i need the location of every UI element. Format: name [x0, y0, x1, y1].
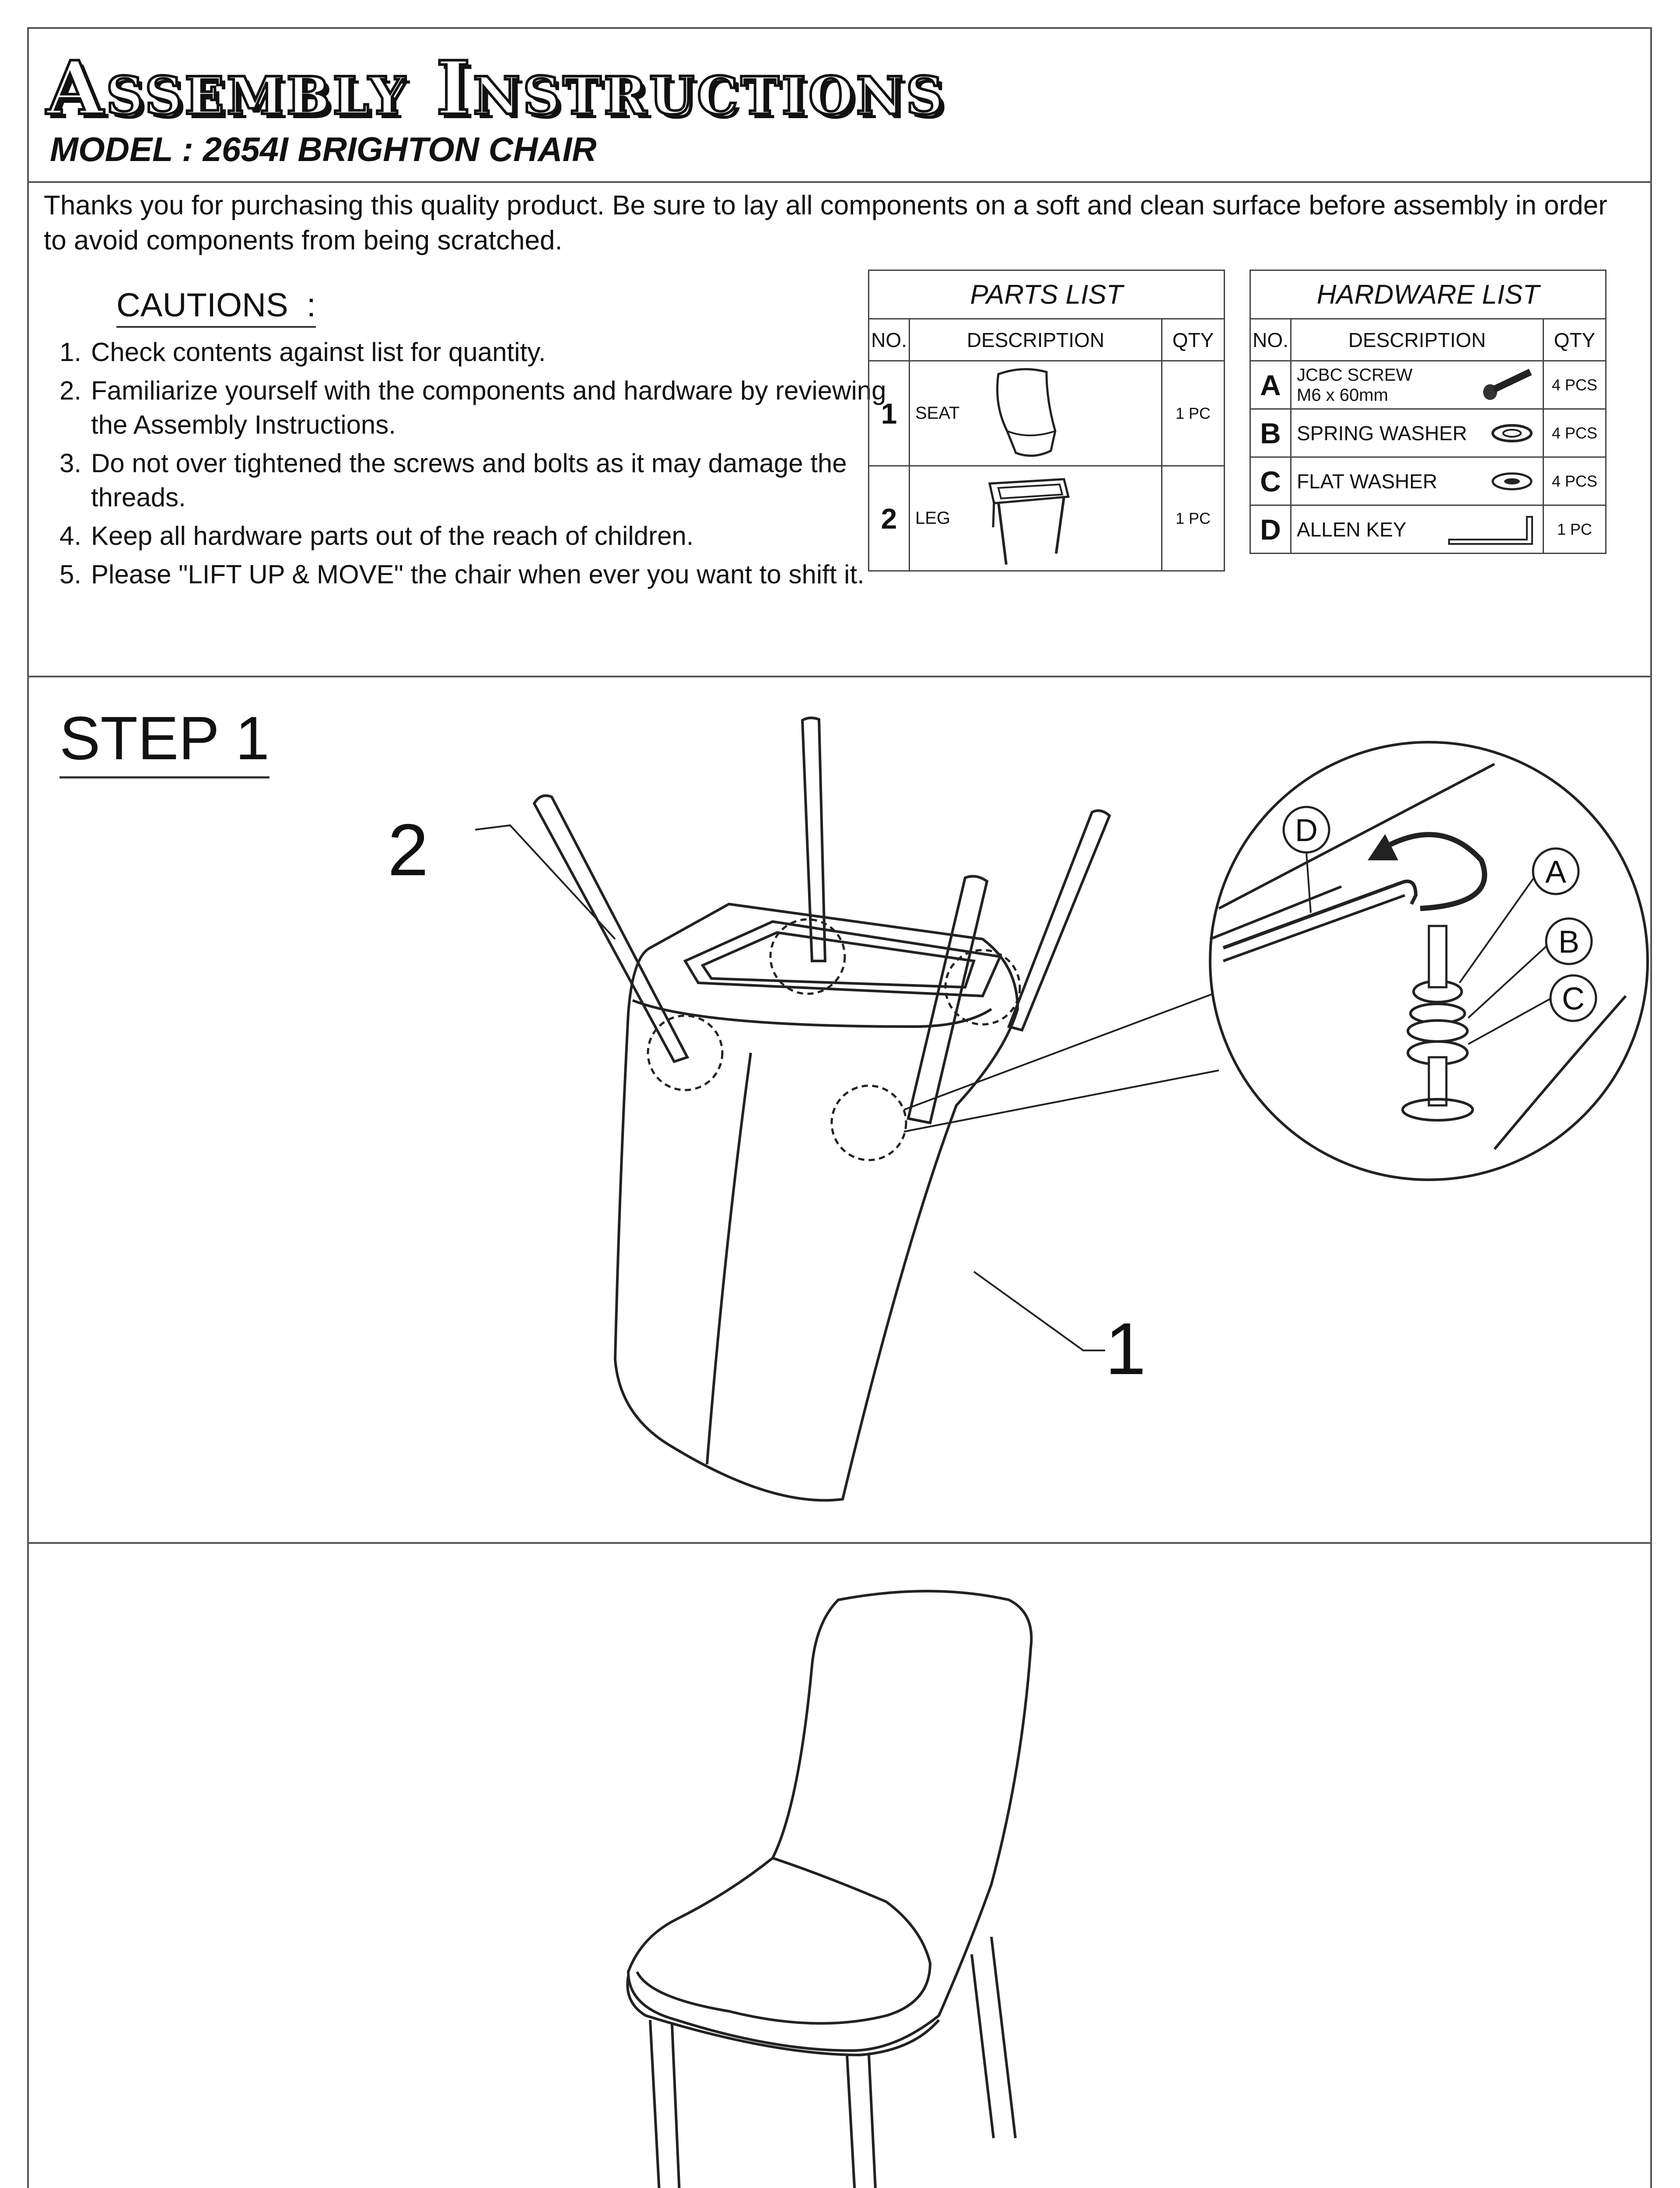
hardware-list-caption: HARDWARE LIST	[1250, 270, 1606, 319]
hardware-spec: M6 x 60mm	[1297, 385, 1388, 405]
part-qty: 1 PC	[1162, 361, 1225, 466]
part-number: 2	[869, 466, 910, 571]
column-header: DESCRIPTION	[910, 319, 1162, 361]
upturned-seat-drawing	[615, 904, 1018, 1501]
caution-text: Check contents against list for quantity.	[91, 337, 546, 367]
table-row	[1250, 409, 1606, 457]
chair-legs-drawing	[534, 718, 1110, 1123]
hardware-qty: 1 PC	[1544, 505, 1606, 554]
caution-text: Do not over tightened the screws and bolts as it may damage the threads.	[91, 449, 847, 512]
leader-lines	[475, 825, 1219, 1350]
caution-item	[60, 558, 891, 592]
column-header: NO.	[1250, 319, 1291, 361]
part-description-cell	[910, 466, 1162, 571]
part-qty: 1 PC	[1162, 466, 1225, 571]
table-row	[869, 361, 1225, 466]
intro-text: Thanks you for purchasing this quality product. Be sure to lay all components on a soft and clean surface before assembly in order to avoid components from being scratched.	[44, 190, 1607, 256]
hardware-description: ALLEN KEY	[1297, 518, 1407, 541]
table-row	[1250, 361, 1606, 409]
flat-washer-icon	[1490, 470, 1534, 492]
callout-leg-number: 2	[388, 809, 429, 891]
cautions-heading: CAUTIONS :	[116, 286, 316, 328]
detail-label-a: A	[1545, 855, 1567, 890]
caution-number: 3.	[60, 449, 82, 478]
hardware-qty: 4 PCS	[1544, 409, 1606, 457]
parts-list-caption: PARTS LIST	[869, 270, 1225, 319]
hardware-letter: C	[1250, 457, 1291, 505]
caution-number: 2.	[60, 376, 82, 405]
caution-text: Keep all hardware parts out of the reach of children.	[91, 521, 694, 551]
hardware-detail-zoom	[1210, 742, 1648, 1180]
part-description: LEG	[915, 508, 951, 528]
caution-item	[60, 374, 891, 442]
caution-number: 4.	[60, 521, 82, 551]
detail-label-d: D	[1295, 813, 1318, 848]
callout-seat-number: 1	[1105, 1308, 1146, 1390]
part-description: SEAT	[915, 403, 960, 423]
allen-key-icon	[1446, 514, 1534, 545]
hardware-qty: 4 PCS	[1544, 361, 1606, 409]
hardware-letter: D	[1250, 505, 1291, 554]
hardware-description-cell	[1291, 409, 1544, 457]
hardware-description-cell	[1291, 457, 1544, 505]
hardware-description: SPRING WASHER	[1297, 421, 1467, 445]
cautions-list	[60, 335, 891, 596]
hardware-letter: A	[1250, 361, 1291, 409]
caution-item	[60, 335, 891, 369]
hardware-description-cell	[1291, 361, 1544, 409]
caution-item	[60, 446, 891, 515]
completed-chair-drawing	[29, 1543, 1652, 2188]
hardware-qty: 4 PCS	[1544, 457, 1606, 505]
hardware-description: FLAT WASHER	[1297, 470, 1438, 493]
table-row	[1250, 457, 1606, 505]
detail-label-c: C	[1562, 982, 1585, 1017]
parts-list-table	[868, 270, 1225, 572]
caution-text: Please "LIFT UP & MOVE" the chair when ever you want to shift it.	[91, 560, 864, 589]
column-header: QTY	[1162, 319, 1225, 361]
screw-icon	[1481, 368, 1534, 403]
caution-text: Familiarize yourself with the components and hardware by reviewing the Assembly Instructions.	[91, 376, 886, 439]
seat-icon	[981, 365, 1068, 462]
hardware-description: JCBC SCREW	[1297, 365, 1413, 385]
part-number: 1	[869, 361, 910, 466]
model-name: MODEL : 2654I BRIGHTON CHAIR	[50, 130, 597, 168]
caution-number: 1.	[60, 337, 82, 367]
column-header: NO.	[869, 319, 910, 361]
caution-item	[60, 519, 891, 553]
step-1-illustration	[29, 677, 1652, 1543]
hardware-letter: B	[1250, 409, 1291, 457]
hardware-description-cell	[1291, 505, 1544, 554]
spring-washer-icon	[1490, 422, 1534, 444]
detail-label-b: B	[1558, 925, 1580, 960]
column-header: DESCRIPTION	[1291, 319, 1544, 361]
step-1-heading: STEP 1	[60, 703, 270, 778]
column-header: QTY	[1544, 319, 1606, 361]
hardware-list-table	[1250, 270, 1606, 554]
header-divider	[29, 181, 1650, 183]
caution-number: 5.	[60, 560, 82, 589]
instruction-sheet	[27, 27, 1652, 2188]
leg-frame-icon	[981, 470, 1077, 567]
document-title: Assembly Instructions	[46, 45, 946, 131]
table-row	[869, 466, 1225, 571]
table-row	[1250, 505, 1606, 554]
part-description-cell	[910, 361, 1162, 466]
screw-location-markers	[648, 919, 1020, 1160]
